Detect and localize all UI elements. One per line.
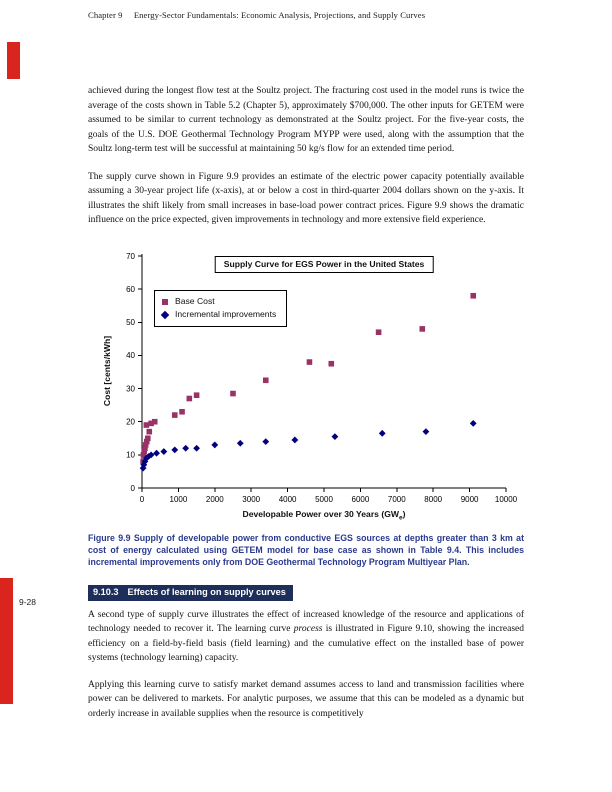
paragraph-text: is illustrated in Figure 9.10, showing the increased efficiency on a field-by-field basis (field learning) and the cumulative effect on the installed base of power systems (technology learning) capacity.	[88, 624, 524, 664]
chart-title: Supply Curve for EGS Power in the United States	[215, 256, 434, 273]
red-accent-bar	[0, 578, 13, 704]
svg-text:0: 0	[130, 483, 135, 493]
svg-text:10000: 10000	[494, 494, 518, 504]
y-axis-title: Cost [cents/kWh]	[102, 335, 112, 407]
diamond-marker-icon	[161, 311, 169, 319]
svg-text:10: 10	[126, 450, 135, 460]
chart-legend	[154, 290, 287, 327]
paragraph-market-demand: Applying this learning curve to satisfy market demand assumes access to land and transmission facilities where power can be delivered to markets. For analytic purposes, we assume that this can be modeled as a dynamic but orderly increase in available supplies when the resource is competitively	[88, 679, 524, 719]
chapter-title: Energy-Sector Fundamentals: Economic Analysis, Projections, and Supply Curves	[133, 10, 426, 20]
svg-text:40: 40	[126, 351, 135, 361]
svg-text:70: 70	[126, 251, 135, 261]
svg-text:3000: 3000	[242, 494, 261, 504]
x-axis-title-close: )	[402, 508, 406, 519]
section-title: Effects of learning on supply curves	[127, 587, 286, 598]
figure-9-9	[88, 248, 524, 522]
paragraph-text: A second type of supply curve illustrates the effect of increased knowledge of the resource and applications of technology needed to recover it. The learning curve	[88, 609, 524, 635]
supply-curve-chart	[88, 248, 524, 508]
page-content	[88, 0, 524, 721]
paragraph-supply-curve-intro: The supply curve shown in Figure 9.9 provides an estimate of the electric power capacity potentially available assuming a 30-year project life (x-axis), at or below a cost in third-quarter 2004 dollars shown on the y-axis. It illustrates the shift likely from small increases in base-load power contract prices. Figure 9.9 shows the dramatic influence on the price expected, given improvements in technology and more extensive field experience.	[88, 171, 524, 226]
svg-text:2000: 2000	[205, 494, 224, 504]
x-axis-title	[88, 509, 524, 522]
svg-text:4000: 4000	[278, 494, 297, 504]
svg-text:1000: 1000	[169, 494, 188, 504]
paragraph-soultz-costs: achieved during the longest flow test at the Soultz project. The fracturing cost used in the model runs is twice the average of the costs shown in Table 5.2 (Chapter 5), approximately $700,000. The other inputs for GETEM were assumed to be similar to current technology as demonstrated at the Soultz project. For the five-year costs, the goals of the U.S. DOE Geothermal Technology Program MYPP were used, along with the assumption that the Soultz long-term test will be successful at maintaining 50 kg/s flow for an extended time period.	[88, 86, 524, 155]
x-axis-title-text: Developable Power over 30 Years (GW	[242, 508, 399, 519]
legend-label: Incremental improvements	[175, 309, 277, 320]
red-accent-square	[7, 42, 20, 79]
svg-text:6000: 6000	[351, 494, 370, 504]
italic-word: process	[293, 624, 323, 635]
chapter-label: Chapter 9	[88, 10, 123, 20]
section-heading	[88, 585, 293, 601]
svg-text:50: 50	[126, 318, 135, 328]
paragraph-learning-curve	[88, 608, 524, 666]
svg-text:8000: 8000	[424, 494, 443, 504]
svg-text:5000: 5000	[315, 494, 333, 504]
section-number: 9.10.3	[93, 587, 119, 598]
x-axis-title-subscript: e	[399, 514, 403, 522]
legend-item-incremental	[162, 308, 276, 322]
svg-text:7000: 7000	[387, 494, 406, 504]
svg-text:9000: 9000	[460, 494, 479, 504]
svg-text:0: 0	[139, 494, 145, 504]
square-marker-icon	[162, 299, 168, 305]
svg-text:60: 60	[126, 284, 135, 294]
figure-caption: Figure 9.9 Supply of developable power from conductive EGS sources at depths greater than 3 km at cost of energy calculated using GETEM model for base case as shown in Table 9.4. This includes incremental improvements only from DOE Geothermal Technology Program Multiyear Plan.	[88, 532, 524, 567]
svg-text:30: 30	[126, 384, 135, 394]
page-number: 9-28	[19, 597, 37, 607]
legend-item-base-cost	[162, 295, 276, 309]
legend-label: Base Cost	[175, 295, 215, 306]
svg-text:20: 20	[126, 417, 135, 427]
